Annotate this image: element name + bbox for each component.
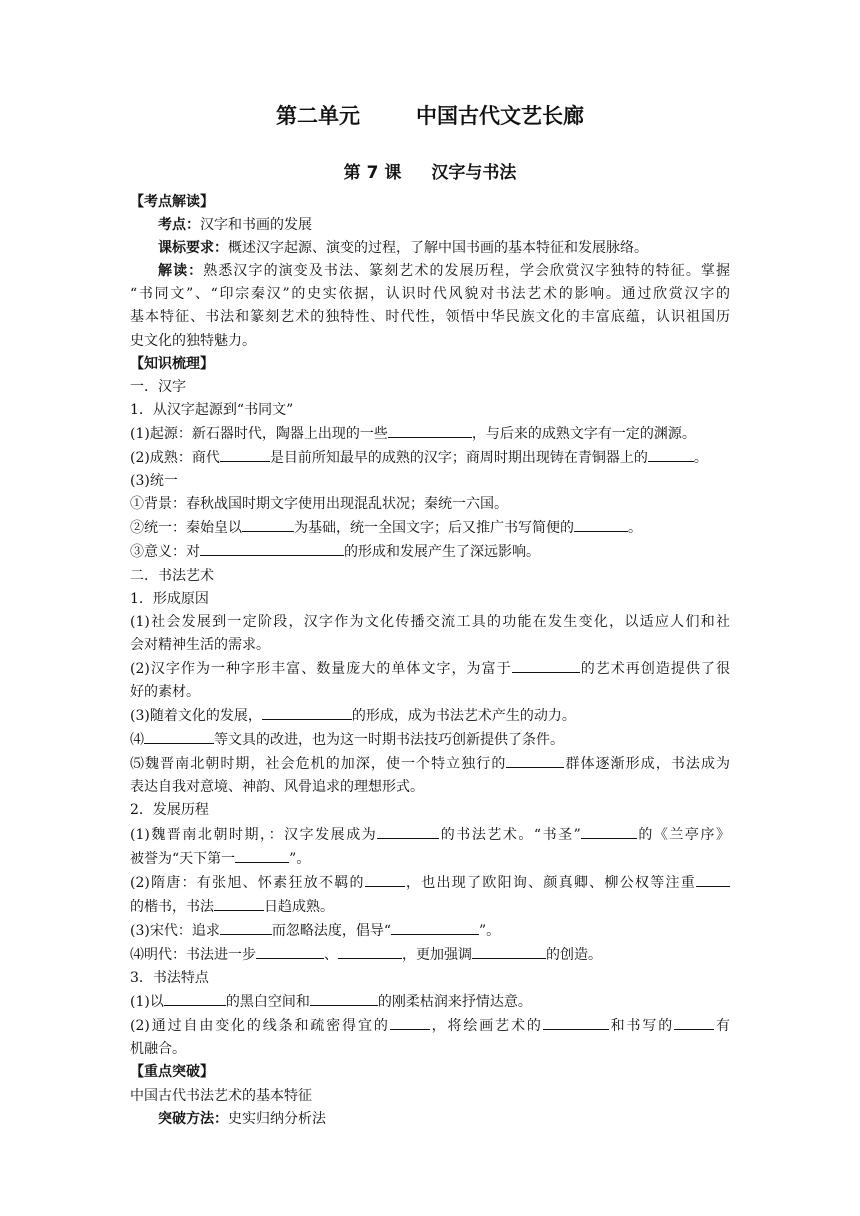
kaodian-reading-line: “书同文”、“印宗秦汉”的史实依据，认识时代风貌对书法艺术的影响。通过欣赏汉字的 xyxy=(130,286,730,303)
list-item: (3)统一 xyxy=(130,473,178,490)
answer-blank[interactable] xyxy=(242,516,294,532)
kaodian-point: 考点：汉字和书画的发展 xyxy=(158,217,312,234)
list-item: 好的素材。 xyxy=(130,683,200,700)
answer-blank[interactable] xyxy=(696,871,730,887)
kaodian-reading-line: 基本特征、书法和篆刻艺术的独特性、时代性，领悟中华民族文化的丰富底蕴，认识祖国历 xyxy=(130,309,730,326)
list-item: 会对精神生活的需求。 xyxy=(130,636,270,653)
answer-blank[interactable] xyxy=(472,943,546,959)
answer-blank[interactable] xyxy=(200,540,344,556)
answer-blank[interactable] xyxy=(164,990,226,1006)
fill-line: (2)通过自由变化的线条和疏密得宜的 ，将绘画艺术的 和书写的 有 xyxy=(130,1014,730,1038)
zhongdian-method: 突破方法：史实归纳分析法 xyxy=(158,1110,326,1127)
answer-blank[interactable] xyxy=(390,1014,430,1030)
subsection-shufa: 二．书法艺术 xyxy=(130,567,214,584)
fill-line: (2)隋唐：有张旭、怀素狂放不羁的 ，也出现了欧阳询、颜真卿、柳公权等注重 xyxy=(130,871,730,895)
answer-blank[interactable] xyxy=(674,1014,714,1030)
fill-line: 的楷书，书法 日趋成熟。 xyxy=(130,895,730,919)
fill-line: (1)起源：新石器时代，陶器上出现的一些 ，与后来的成熟文字有一定的渊源。 xyxy=(130,422,730,446)
lesson-name: 汉字与书法 xyxy=(431,163,517,183)
answer-blank[interactable] xyxy=(543,1014,609,1030)
lesson-title xyxy=(0,158,860,183)
section-heading-kaodian: 【考点解读】 xyxy=(130,194,214,210)
topic-heading: 1．从汉字起源到“书同文” xyxy=(130,401,294,418)
answer-blank[interactable] xyxy=(338,943,402,959)
answer-blank[interactable] xyxy=(220,446,270,462)
kaodian-reading-line: 史文化的独特魅力。 xyxy=(130,332,256,349)
answer-blank[interactable] xyxy=(220,919,272,935)
fill-line: (2)成熟：商代 是目前所知最早的成熟的汉字；商周时期出现铸在青铜器上的 。 xyxy=(130,446,730,470)
fill-line: (3)宋代：追求 而忽略法度，倡导“ ”。 xyxy=(130,919,730,943)
answer-blank[interactable] xyxy=(581,823,637,839)
fill-line: ⑷ 等文具的改进，也为这一时期书法技巧创新提供了条件。 xyxy=(130,728,730,752)
fill-line: ③意义：对 的形成和发展产生了深远影响。 xyxy=(130,540,730,564)
lesson-number: 第 7 课 xyxy=(343,163,402,183)
fill-line: (1)魏晋南北朝时期，：汉字发展成为 的书法艺术。“书圣” 的《兰亭序》 xyxy=(130,823,730,847)
kaodian-requirement: 课标要求：概述汉字起源、演变的过程，了解中国书画的基本特征和发展脉络。 xyxy=(158,240,648,257)
topic-heading: 1．形成原因 xyxy=(130,590,209,607)
zhongdian-topic: 中国古代书法艺术的基本特征 xyxy=(130,1087,312,1104)
answer-blank[interactable] xyxy=(391,919,479,935)
section-heading-zhishi: 【知识梳理】 xyxy=(130,355,214,372)
fill-line: ⑷明代：书法进一步 、 ，更加强调 的创造。 xyxy=(130,943,730,967)
list-item: 机融合。 xyxy=(130,1041,186,1058)
answer-blank[interactable] xyxy=(214,895,264,911)
fill-line: ②统一：秦始皇以 为基础，统一全国文字；后又推广书写简便的 。 xyxy=(130,516,730,540)
answer-blank[interactable] xyxy=(144,728,214,744)
section-heading-zhongdian: 【重点突破】 xyxy=(130,1064,214,1081)
answer-blank[interactable] xyxy=(365,871,405,887)
unit-number: 第二单元 xyxy=(276,104,360,128)
answer-blank[interactable] xyxy=(310,990,378,1006)
subsection-hanzi: 一．汉字 xyxy=(130,378,186,395)
answer-blank[interactable] xyxy=(235,847,289,863)
list-item: 表达自我对意境、神韵、风骨追求的理想形式。 xyxy=(130,779,424,796)
fill-line: (2)汉字作为一种字形丰富、数量庞大的单体文字，为富于 的艺术再创造提供了很 xyxy=(130,657,730,681)
unit-title xyxy=(0,100,860,130)
unit-name: 中国古代文艺长廊 xyxy=(416,104,584,128)
topic-heading: 3．书法特点 xyxy=(130,970,209,987)
kaodian-reading-line: 解读：熟悉汉字的演变及书法、篆刻艺术的发展历程，学会欣赏汉字独特的特征。掌握 xyxy=(158,263,731,280)
answer-blank[interactable] xyxy=(648,446,694,462)
answer-blank[interactable] xyxy=(574,516,628,532)
answer-blank[interactable] xyxy=(506,752,564,768)
answer-blank[interactable] xyxy=(262,704,352,720)
fill-line: 被誉为“天下第一 ”。 xyxy=(130,847,730,871)
fill-line: (3)随着文化的发展， 的形成，成为书法艺术产生的动力。 xyxy=(130,704,730,728)
answer-blank[interactable] xyxy=(388,422,472,438)
document-body xyxy=(130,191,730,1131)
topic-heading: 2．发展历程 xyxy=(130,802,209,819)
answer-blank[interactable] xyxy=(512,657,580,673)
answer-blank[interactable] xyxy=(256,943,324,959)
answer-blank[interactable] xyxy=(377,823,439,839)
list-item: ①背景：春秋战国时期文字使用出现混乱状况；秦统一六国。 xyxy=(130,496,508,513)
list-item: (1)社会发展到一定阶段，汉字作为文化传播交流工具的功能在发生变化，以适应人们和社 xyxy=(130,613,730,630)
fill-line: ⑸魏晋南北朝时期，社会危机的加深，使一个特立独行的 群体逐渐形成，书法成为 xyxy=(130,752,730,776)
fill-line: (1)以 的黑白空间和 的刚柔枯润来抒情达意。 xyxy=(130,990,730,1014)
